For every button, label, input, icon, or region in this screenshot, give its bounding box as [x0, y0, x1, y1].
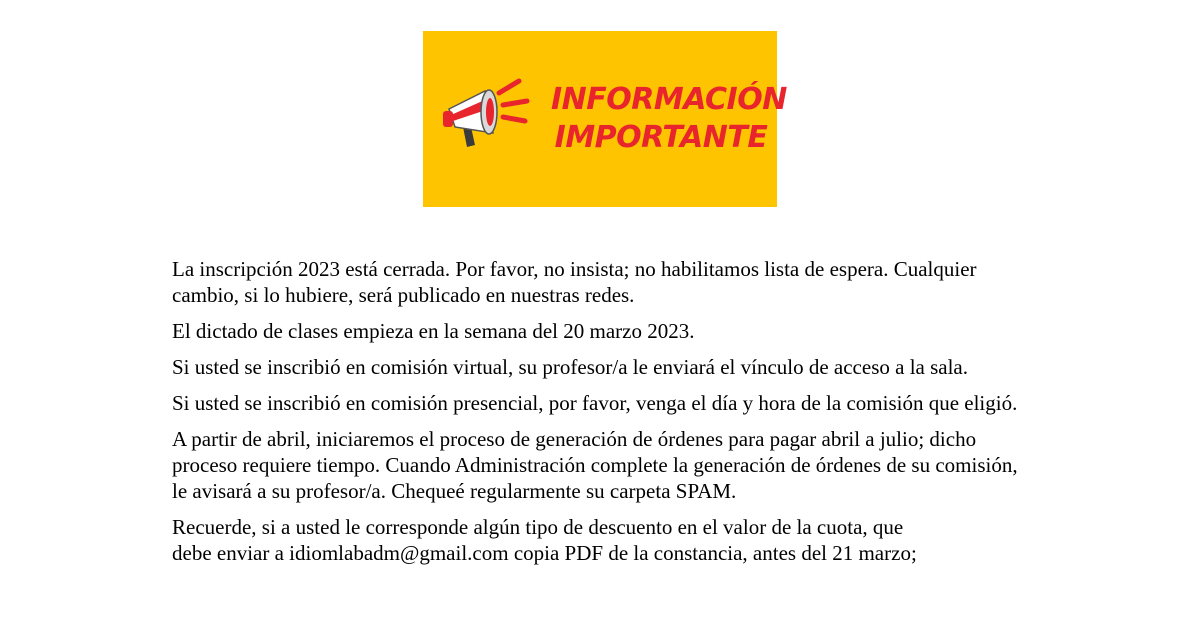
- paragraph-payment-orders: A partir de abril, iniciaremos el proceso de generación de órdenes para pagar abril a julio; dicho proceso requiere tiempo. Cuando Administración complete la generación de órdenes de su comisión, le avisará a su profesor/a. Chequeé regularmente su carpeta SPAM.: [172, 427, 1018, 503]
- megaphone-icon: [441, 75, 541, 155]
- paragraph-enrollment-closed: La inscripción 2023 está cerrada. Por favor, no insista; no habilitamos lista de espera. Cualquier cambio, si lo hubiere, será publicado en nuestras redes.: [172, 257, 977, 307]
- paragraph-discount-line-1: Recuerde, si a usted le corresponde algún tipo de descuento en el valor de la cuota, que: [172, 515, 904, 539]
- paragraph-classes-start: El dictado de clases empieza en la semana del 20 marzo 2023.: [172, 319, 695, 343]
- paragraph-discount: [172, 514, 1032, 540]
- paragraph-virtual-commission: Si usted se inscribió en comisión virtual, su profesor/a le enviará el vínculo de acceso a la sala.: [172, 355, 969, 379]
- important-info-banner: [423, 31, 787, 207]
- paragraph-discount-line-2: debe enviar a idiomlabadm@gmail.com copia PDF de la constancia, antes del 21 marzo;: [172, 541, 917, 565]
- banner-title-line-2: IMPORTANTE: [554, 120, 768, 155]
- paragraph-in-person-commission: Si usted se inscribió en comisión presencial, por favor, venga el día y hora de la comisión que eligió.: [172, 391, 1018, 415]
- banner-title-line-1: INFORMACIÓN: [551, 82, 787, 117]
- document-body: [172, 256, 1032, 565]
- banner-title: [551, 81, 787, 157]
